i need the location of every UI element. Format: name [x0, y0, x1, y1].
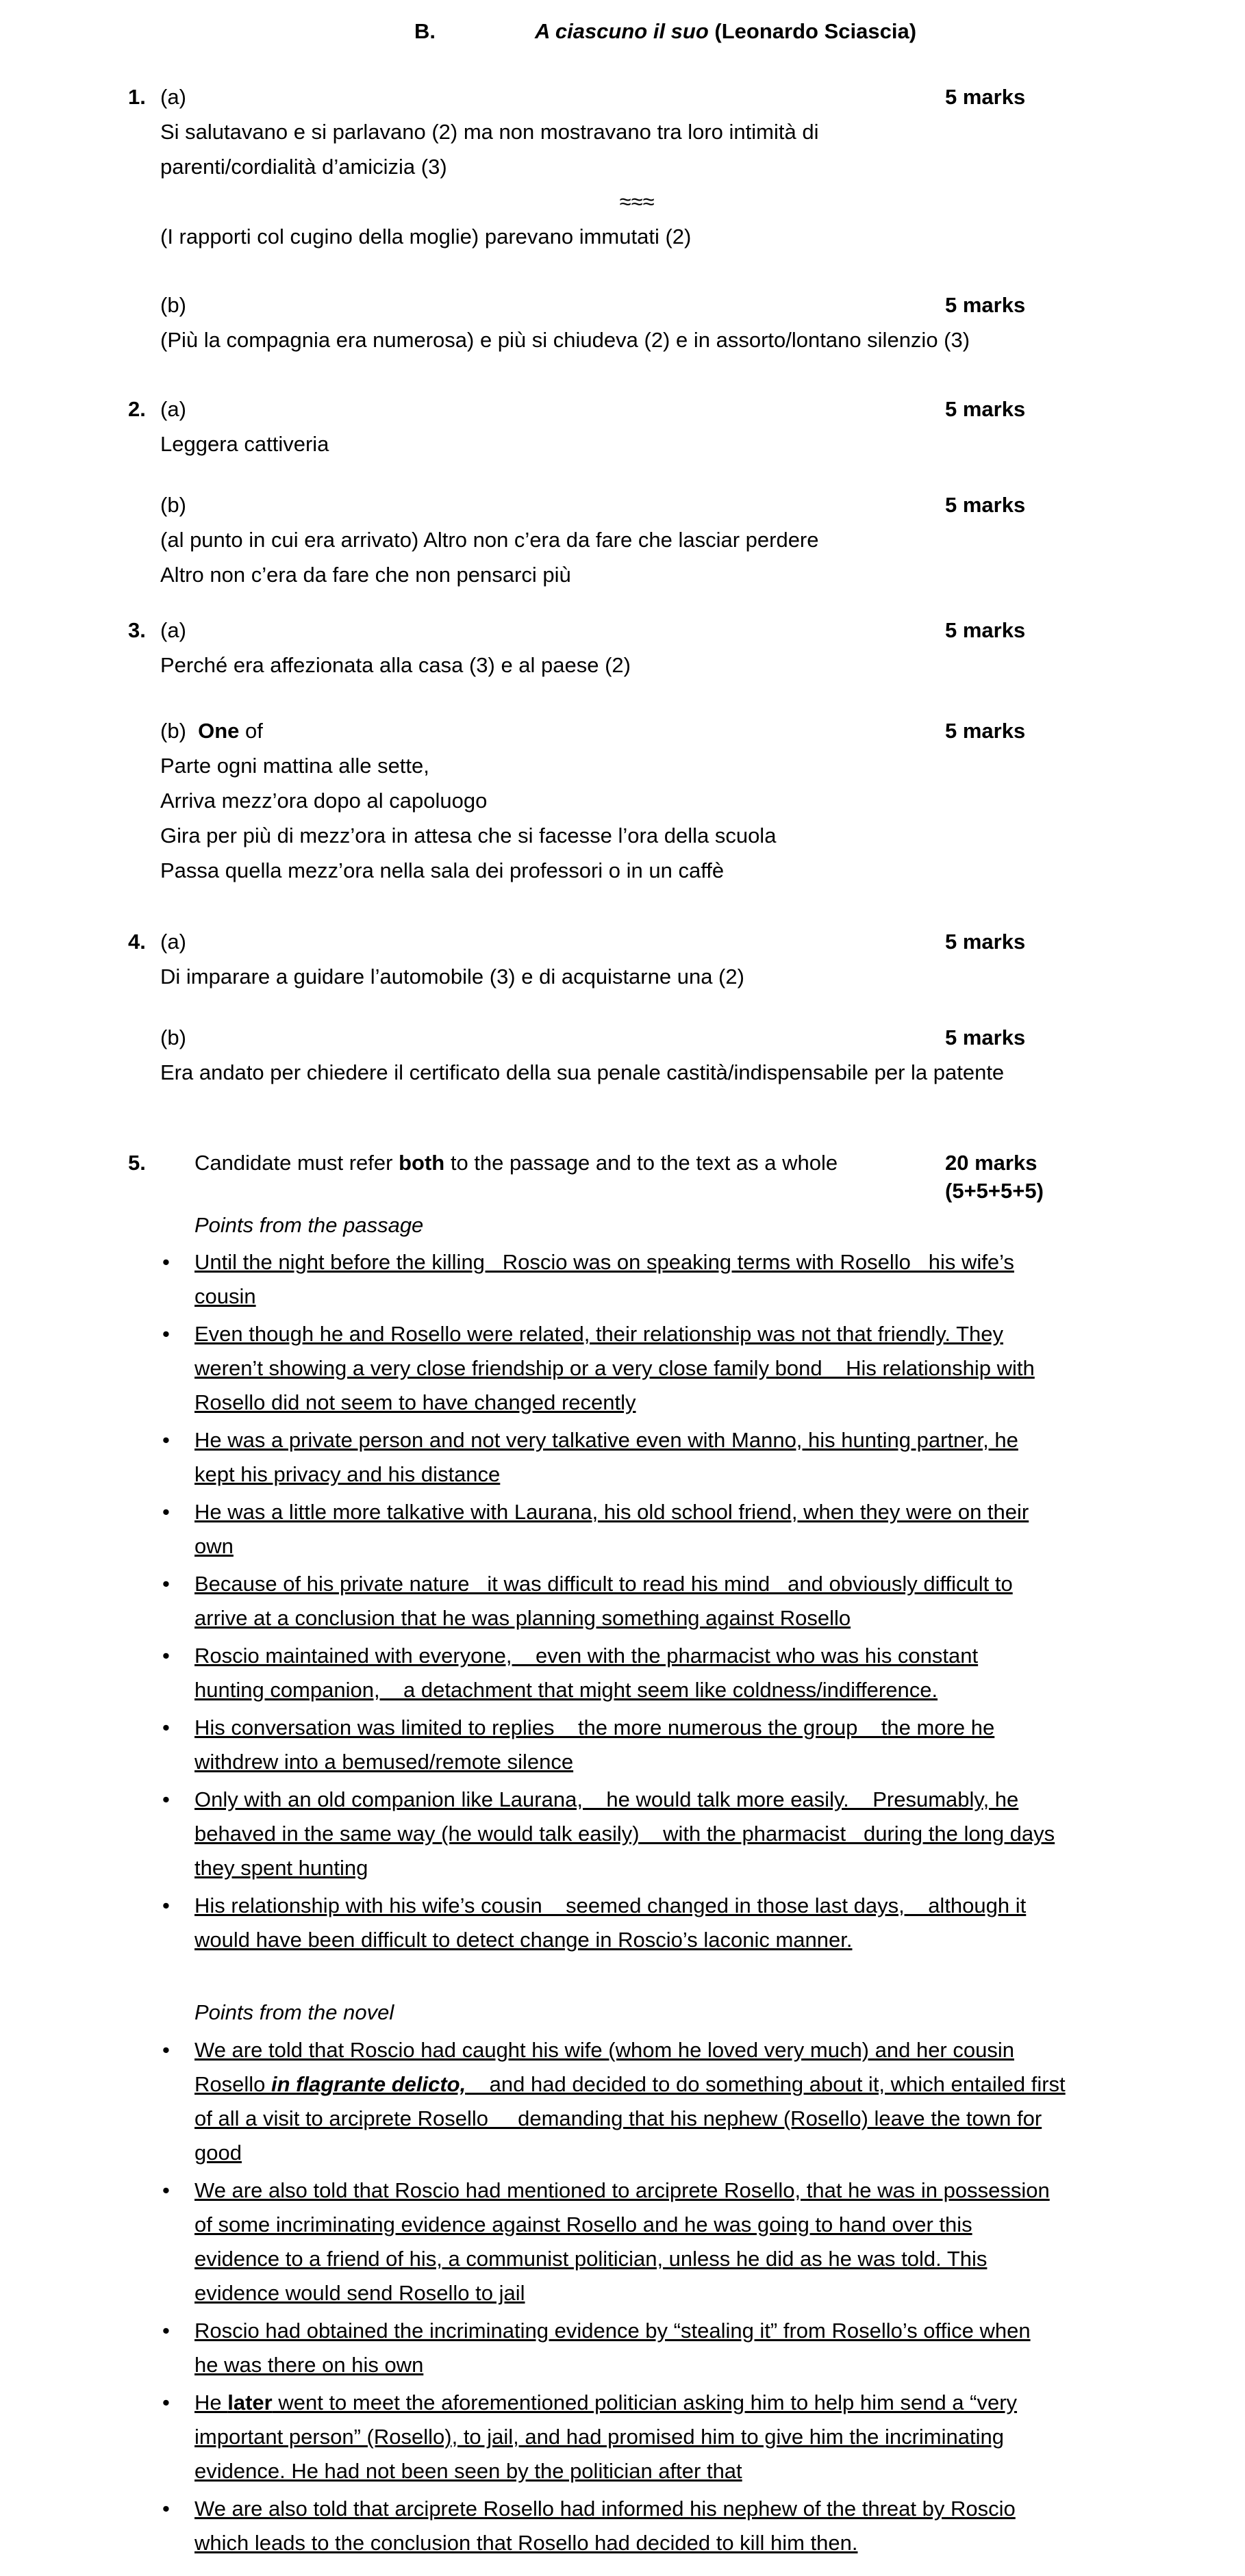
underlined-text: own — [194, 1534, 234, 1558]
underlined-text: We are also told that Roscio had mentioned to arciprete Rosello, that he was in possession — [194, 2178, 1050, 2202]
underlined-text: withdrew into a bemused/remote silence — [194, 1750, 574, 1774]
question-5 — [128, 1145, 1196, 1203]
answer-line: Passa quella mezz’ora nella sala dei professori o in un caffè — [160, 858, 725, 882]
underlined-text: they spent hunting — [194, 1856, 368, 1880]
part-label: (b) — [160, 1025, 186, 1049]
answer-line: Leggera cattiveria — [160, 432, 329, 456]
marks-label: 5 marks — [945, 85, 1026, 109]
answer-line: (I rapporti col cugino della moglie) parevano immutati (2) — [160, 225, 692, 248]
answer-3a — [160, 648, 1196, 683]
underlined-text: which leads to the conclusion that Rosello had decided to kill him then. — [194, 2531, 858, 2555]
marks-label: 5 marks — [945, 397, 1026, 421]
question-2a-header — [128, 392, 1196, 426]
question-3b — [128, 713, 1196, 888]
list-item — [162, 1567, 1196, 1635]
underlined-text: hunting companion, a detachment that might seem like coldness/indifference. — [194, 1678, 938, 1702]
answer-line: Si salutavano e si parlavano (2) ma non mostravano tra loro intimità di — [160, 120, 819, 144]
list-item — [162, 2173, 1196, 2310]
underlined-text: Even though he and Rosello were related, their relationship was not that friendly. They — [194, 1322, 1003, 1346]
underlined-text: We are told that Roscio had caught his wife (whom he loved very much) and her cousin — [194, 2038, 1014, 2062]
underlined-text: He was a little more talkative with Laurana, his old school friend, when they were on their — [194, 1500, 1029, 1524]
question-number: 1. — [128, 85, 146, 109]
question-1a — [128, 79, 1196, 254]
answer-1a — [160, 114, 1196, 254]
answer-line: (al punto in cui era arrivato) Altro non c’era da fare che lasciar perdere — [160, 528, 819, 552]
question-3a — [128, 613, 1196, 683]
bullet-text — [194, 1711, 1196, 1779]
part-label: (b) — [160, 493, 186, 517]
bullet-text — [194, 1889, 1196, 1957]
underlined-text: Only with an old companion like Laurana, he would talk more easily. Presumably, he — [194, 1787, 1019, 1811]
question-number: 3. — [128, 618, 146, 642]
part-label: (a) — [160, 85, 186, 109]
bullet-text — [194, 1495, 1196, 1564]
bullet-icon: • — [162, 1500, 170, 1524]
list-item — [162, 1495, 1196, 1564]
bullet-icon: • — [162, 1322, 170, 1346]
marks-label: 5 marks — [945, 930, 1026, 954]
question-3a-header — [128, 613, 1196, 648]
underlined-text: of some incriminating evidence against Rosello and he was going to hand over this — [194, 2212, 972, 2236]
answer-line: Gira per più di mezz’ora in attesa che si facesse l’ora della scuola — [160, 824, 777, 847]
question-1b — [128, 288, 1196, 357]
list-item — [162, 2314, 1196, 2382]
work-title: A ciascuno il suo — [535, 19, 709, 43]
answer-1b — [160, 322, 1196, 357]
instruction-pre: Candidate must refer — [194, 1151, 399, 1175]
list-item — [162, 1889, 1196, 1957]
bullet-icon: • — [162, 2038, 170, 2062]
list-item — [162, 2386, 1196, 2488]
underlined-text: Roscio maintained with everyone, even with the pharmacist who was his constant — [194, 1644, 979, 1668]
marks-label: 5 marks — [945, 493, 1026, 517]
bullet-text — [194, 2386, 1196, 2488]
question-number: 5. — [128, 1151, 146, 1175]
underlined-text: He was a private person and not very talkative even with Manno, his hunting partner, he — [194, 1428, 1018, 1452]
one-of-bold: One — [198, 719, 240, 743]
section-letter: B. — [414, 19, 436, 43]
underlined-text: good — [194, 2141, 242, 2165]
bullet-text — [194, 1783, 1196, 1885]
question-4b — [128, 1020, 1196, 1090]
underlined-text: Until the night before the killing Roscio was on speaking terms with Rosello his wife’s — [194, 1250, 1014, 1274]
underlined-text: He — [194, 2390, 228, 2414]
underlined-text: he was there on his own — [194, 2353, 424, 2377]
question-number: 4. — [128, 930, 146, 954]
bullet-icon: • — [162, 1787, 170, 1811]
approx-separator: ≈≈≈ — [619, 190, 655, 214]
page-title — [414, 16, 1245, 47]
marks-label: 5 marks — [945, 618, 1026, 642]
bullet-icon: • — [162, 2497, 170, 2521]
underlined-text: Roscio had obtained the incriminating evidence by “stealing it” from Rosello’s office when — [194, 2319, 1031, 2343]
bullet-icon: • — [162, 1644, 170, 1668]
passage-points-list — [162, 1245, 1196, 1957]
question-4b-header — [128, 1020, 1196, 1055]
bullet-icon: • — [162, 2390, 170, 2414]
underlined-text: Rosello did not seem to have changed recently — [194, 1390, 636, 1414]
list-item — [162, 1317, 1196, 1420]
part-label: (a) — [160, 618, 186, 642]
list-item — [162, 1783, 1196, 1885]
underlined-text: and had decided to do something about it, which entailed first — [466, 2072, 1066, 2096]
answer-line: Parte ogni mattina alle sette, — [160, 754, 429, 778]
answer-3b — [160, 748, 1196, 888]
underlined-text: Because of his private nature it was difficult to read his mind and obviously difficult to — [194, 1572, 1013, 1596]
underlined-text: arrive at a conclusion that he was planning something against Rosello — [194, 1606, 851, 1630]
answer-4b — [160, 1055, 1196, 1090]
underlined-text: would have been difficult to detect change in Roscio’s laconic manner. — [194, 1928, 853, 1952]
part-label: (b) — [160, 293, 186, 317]
bullet-icon: • — [162, 1716, 170, 1739]
question-2a — [128, 392, 1196, 461]
underlined-text: cousin — [194, 1284, 256, 1308]
list-item — [162, 1711, 1196, 1779]
bold-word: later — [227, 2390, 273, 2414]
answer-line: parenti/cordialità d’amicizia (3) — [160, 155, 447, 179]
list-item — [162, 2492, 1196, 2560]
part-label: (b) — [160, 719, 199, 743]
question-4a-header — [128, 924, 1196, 959]
marks-label — [945, 1149, 1044, 1205]
bullet-text — [194, 2173, 1196, 2310]
answer-line: Arriva mezz’ora dopo al capoluogo — [160, 789, 488, 813]
part-label: (a) — [160, 930, 186, 954]
answer-line: Di imparare a guidare l’automobile (3) e di acquistarne una (2) — [160, 965, 744, 989]
underlined-text: His relationship with his wife’s cousin seemed changed in those last days, although it — [194, 1893, 1027, 1917]
underlined-text: evidence. He had not been seen by the politician after that — [194, 2459, 742, 2483]
answer-line: Altro non c’era da fare che non pensarci più — [160, 563, 571, 587]
underlined-text: of all a visit to arciprete Rosello demanding that his nephew (Rosello) leave the town for — [194, 2106, 1042, 2130]
marks-total: 20 marks — [945, 1151, 1038, 1175]
answer-line: (Più la compagnia era numerosa) e più si chiudeva (2) e in assorto/lontano silenzio (3) — [160, 328, 970, 352]
underlined-text: evidence would send Rosello to jail — [194, 2281, 525, 2305]
question-2b — [128, 487, 1196, 592]
novel-points-heading: Points from the novel — [194, 2000, 394, 2024]
marks-label: 5 marks — [945, 1025, 1026, 1049]
answer-2a — [160, 426, 1196, 461]
question-number: 2. — [128, 397, 146, 421]
instruction-post: to the passage and to the text as a whole — [444, 1151, 838, 1175]
bullet-icon: • — [162, 1428, 170, 1452]
underlined-text: weren’t showing a very close friendship or a very close family bond His relationship with — [194, 1356, 1035, 1380]
underlined-text: behaved in the same way (he would talk easily) with the pharmacist during the long days — [194, 1822, 1055, 1846]
one-of-rest: of — [239, 719, 263, 743]
answer-2b — [160, 522, 1196, 592]
author-name: (Leonardo Sciascia) — [708, 19, 917, 43]
bullet-text — [194, 1567, 1196, 1635]
bullet-icon: • — [162, 2319, 170, 2343]
latin-phrase-bold-italic: in flagrante delicto, — [271, 2072, 466, 2096]
bullet-text — [194, 1317, 1196, 1420]
bullet-text — [194, 1245, 1196, 1314]
bullet-icon: • — [162, 1893, 170, 1917]
underlined-text: His conversation was limited to replies the more numerous the group the more he — [194, 1716, 995, 1739]
bullet-text — [194, 1423, 1196, 1492]
list-item — [162, 1639, 1196, 1707]
question-3b-header — [128, 713, 1196, 748]
marks-breakdown: (5+5+5+5) — [945, 1179, 1044, 1203]
answer-4a — [160, 959, 1196, 994]
question-5-header — [128, 1145, 1196, 1203]
underlined-text: evidence to a friend of his, a communist politician, unless he did as he was told. This — [194, 2247, 988, 2271]
marks-label: 5 marks — [945, 719, 1026, 743]
part-label: (a) — [160, 397, 186, 421]
answer-line: Perché era affezionata alla casa (3) e al paese (2) — [160, 653, 631, 677]
question-4a — [128, 924, 1196, 994]
question-1a-header — [128, 79, 1196, 114]
question-1b-header — [128, 288, 1196, 322]
bullet-text — [194, 2033, 1196, 2170]
answer-line: Era andato per chiedere il certificato della sua penale castità/indispensabile per la patente — [160, 1060, 1005, 1084]
list-item — [162, 2033, 1196, 2170]
question-2b-header — [128, 487, 1196, 522]
passage-points-heading: Points from the passage — [194, 1213, 424, 1237]
bullet-text — [194, 2314, 1196, 2382]
bullet-icon: • — [162, 1250, 170, 1274]
list-item — [162, 1245, 1196, 1314]
underlined-text: kept his privacy and his distance — [194, 1462, 501, 1486]
novel-points-list — [162, 2033, 1196, 2560]
list-item — [162, 1423, 1196, 1492]
bullet-text — [194, 2492, 1196, 2560]
underlined-text: important person” (Rosello), to jail, and had promised him to give him the incriminating — [194, 2425, 1004, 2449]
underlined-text: Rosello — [194, 2072, 271, 2096]
bullet-icon: • — [162, 1572, 170, 1596]
bullet-icon: • — [162, 2178, 170, 2202]
instruction-bold: both — [399, 1151, 445, 1175]
underlined-text: went to meet the aforementioned politician asking him to help him send a “very — [272, 2390, 1018, 2414]
marks-label: 5 marks — [945, 293, 1026, 317]
bullet-text — [194, 1639, 1196, 1707]
document-content — [128, 79, 1196, 2560]
underlined-text: We are also told that arciprete Rosello had informed his nephew of the threat by Roscio — [194, 2497, 1016, 2521]
